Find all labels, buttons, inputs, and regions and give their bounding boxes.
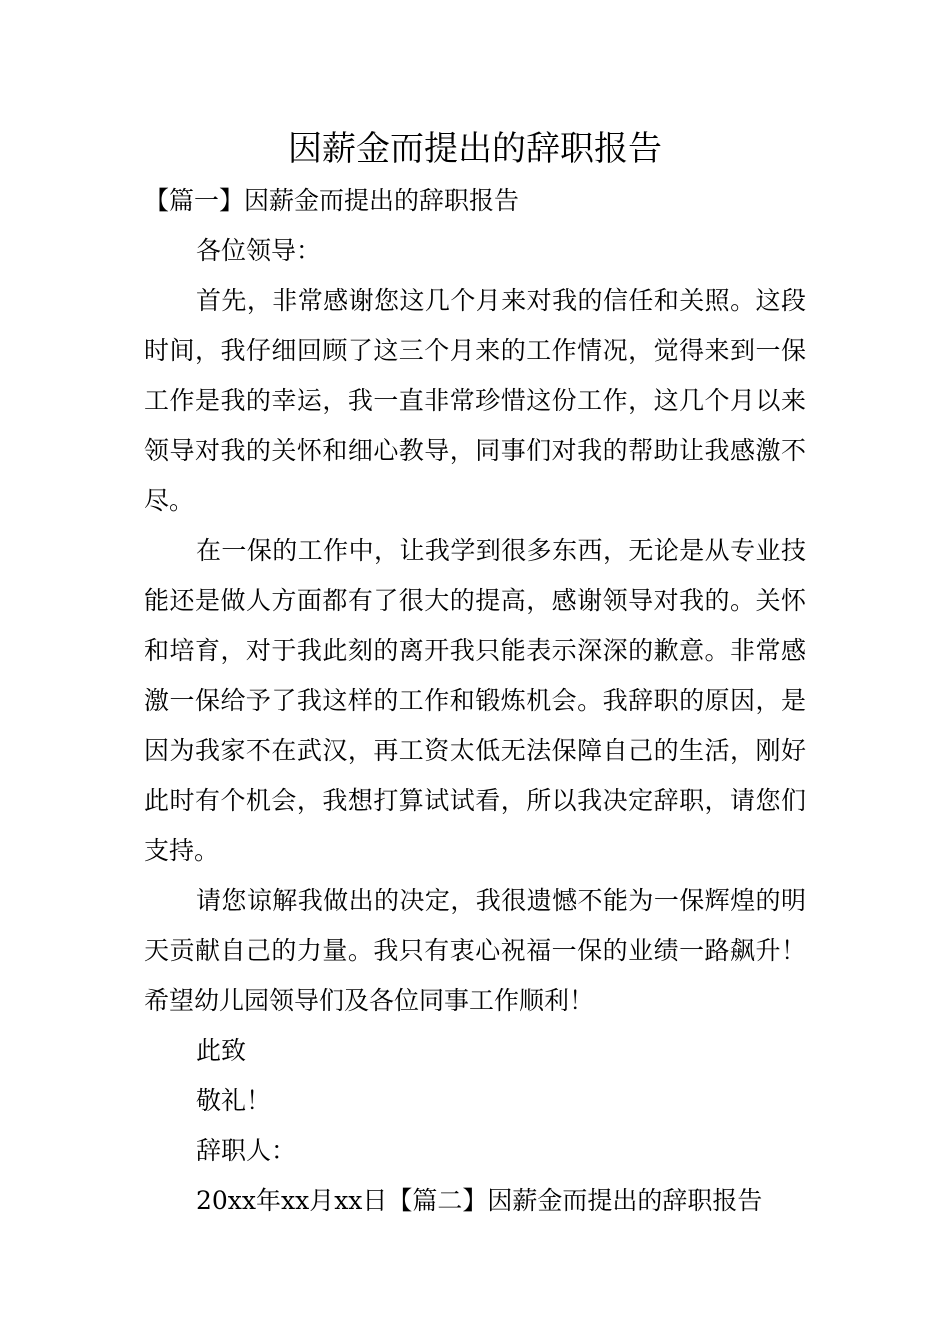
signer-label: 辞职人： xyxy=(196,1136,297,1165)
paragraph-farewell: 请您谅解我做出的决定，我很遗憾不能为一保辉煌的明天贡献自己的力量。我只有衷心祝福一保的业绩一路飙升！希望幼儿园领导们及各位同事工作顺利！ xyxy=(144,886,806,1015)
paragraph-reason: 在一保的工作中，让我学到很多东西，无论是从专业技能还是做人方面都有了很大的提高，感谢领导对我的。关怀和培育，对于我此刻的离开我只能表示深深的歉意。非常感激一保给予了我这样的工作和锻炼机会。我辞职的原因，是因为我家不在武汉，再工资太低无法保障自己的生活，刚好此时有个机会，我想打算试试看，所以我决定辞职，请您们支持。 xyxy=(144,536,806,865)
section-heading: 【篇一】因薪金而提出的辞职报告 xyxy=(144,186,520,215)
salutation: 各位领导： xyxy=(196,236,322,265)
closing-line-2: 敬礼！ xyxy=(196,1086,272,1115)
paragraph-gratitude: 首先，非常感谢您这几个月来对我的信任和关照。这段时间，我仔细回顾了这三个月来的工作情况，觉得来到一保工作是我的幸运，我一直非常珍惜这份工作，这几个月以来领导对我的关怀和细心教导，同事们对我的帮助让我感激不尽。 xyxy=(144,286,806,515)
date-line: 20xx年xx月xx日【篇二】因薪金而提出的辞职报告 xyxy=(196,1186,763,1215)
document-body xyxy=(144,176,806,1226)
closing-line-1: 此致 xyxy=(196,1036,247,1065)
document-title: 因薪金而提出的辞职报告 xyxy=(288,129,662,169)
